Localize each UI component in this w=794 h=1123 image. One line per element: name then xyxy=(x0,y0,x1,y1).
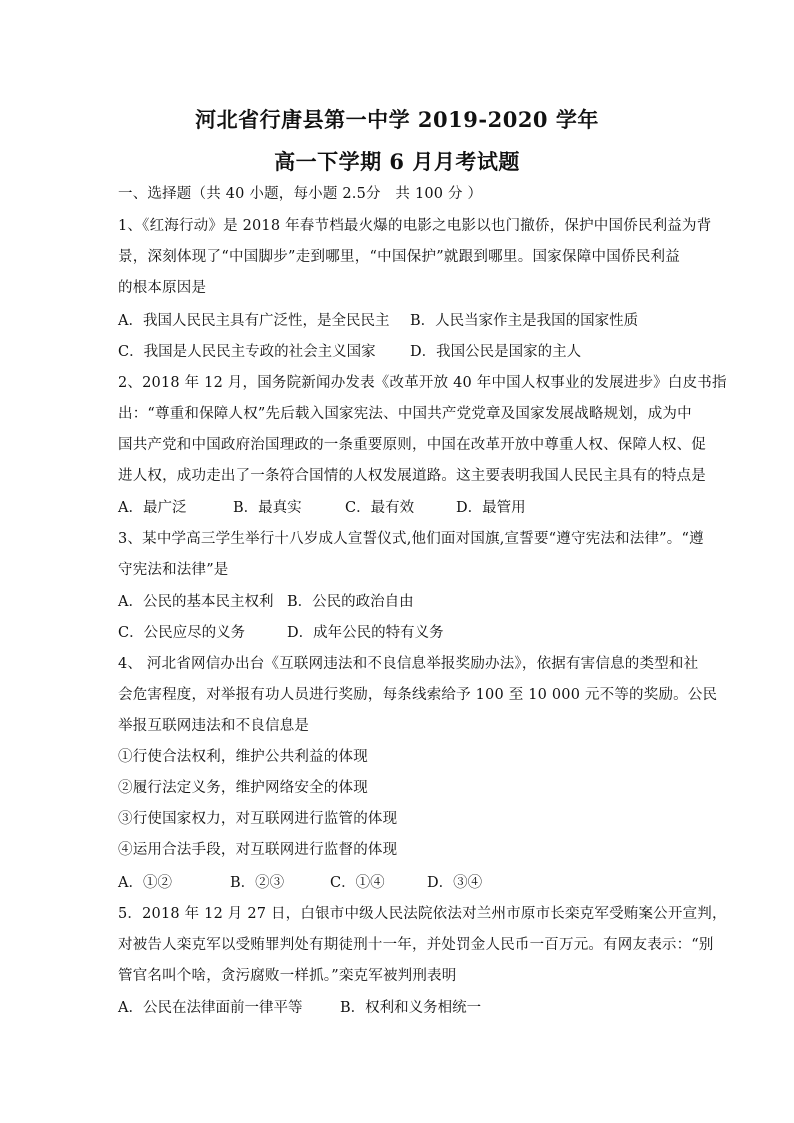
question-4-item-2: ②履行法定义务，维护网络安全的体现 xyxy=(118,780,368,796)
question-2-line-2: 出：“尊重和保障人权”先后载入国家宪法、中国共产党党章及国家发展战略规划，成为中 xyxy=(118,406,692,422)
question-1-option-d: D．我国公民是国家的主人 xyxy=(410,344,582,360)
question-1-option-a: A．我国人民民主具有广泛性，是全民民主 xyxy=(118,313,390,329)
exam-title-line1: 河北省行唐县第一中学 2019-2020 学年 xyxy=(195,107,599,132)
question-4-line-1: 4、 河北省网信办出台《互联网违法和不良信息举报奖励办法》，依据有害信息的类型和社 xyxy=(118,656,699,672)
question-3-option-c: C．公民应尽的义务 xyxy=(118,625,246,641)
question-4-option-c: C．①④ xyxy=(330,875,385,891)
question-3-option-d: D．成年公民的特有义务 xyxy=(287,625,444,641)
question-5-line-2: 对被告人栾克军以受贿罪判处有期徒刑十一年，并处罚金人民币一百万元。有网友表示：“别 xyxy=(118,937,714,953)
exam-title-line2: 高一下学期 6 月月考试题 xyxy=(274,149,520,174)
question-4-option-a: A．①② xyxy=(118,875,172,891)
question-4-item-3: ③行使国家权力，对互联网进行监管的体现 xyxy=(118,811,398,827)
question-1-line-3: 的根本原因是 xyxy=(118,280,207,296)
question-5-option-b: B．权利和义务相统一 xyxy=(340,1000,482,1016)
question-4-line-2: 会危害程度，对举报有功人员进行奖励，每条线索给予 100 至 10 000 元不等的奖励。公民 xyxy=(118,687,718,703)
question-1-option-b: B．人民当家作主是我国的国家性质 xyxy=(410,313,639,329)
question-2-line-4: 进人权，成功走出了一条符合国情的人权发展道路。这主要表明我国人民民主具有的特点是 xyxy=(118,468,706,484)
question-3-option-a: A．公民的基本民主权利 xyxy=(118,594,274,610)
question-4-option-b: B．②③ xyxy=(230,875,285,891)
question-4-item-1: ①行使合法权利，维护公共利益的体现 xyxy=(118,749,368,765)
question-2-option-c: C．最有效 xyxy=(345,500,415,516)
question-5-line-3: 管官名叫个啥，贪污腐败一样抓。”栾克军被判刑表明 xyxy=(118,968,457,984)
question-1-option-c: C．我国是人民民主专政的社会主义国家 xyxy=(118,344,376,360)
question-2-option-d: D．最管用 xyxy=(456,500,526,516)
question-3-line-2: 守宪法和法律”是 xyxy=(118,562,229,578)
question-2-line-3: 国共产党和中国政府治国理政的一条重要原则，中国在改革开放中尊重人权、保障人权、促 xyxy=(118,437,706,453)
question-5-option-a: A．公民在法律面前一律平等 xyxy=(118,1000,303,1016)
question-2-option-a: A．最广泛 xyxy=(118,500,187,516)
question-1-line-1: 1、《红海行动》是 2018 年春节档最火爆的电影之电影以也门撤侨，保护中国侨民利益为背 xyxy=(118,218,712,234)
question-1-line-2: 景，深刻体现了“中国脚步”走到哪里，“中国保护”就跟到哪里。国家保障中国侨民利益 xyxy=(118,249,680,265)
question-5-line-1: 5．2018 年 12 月 27 日，白银市中级人民法院依法对兰州市原市长栾克军受贿案公开宣判， xyxy=(118,906,727,922)
question-4-option-d: D．③④ xyxy=(427,875,483,891)
question-2-line-1: 2、2018 年 12 月，国务院新闻办发表《改革开放 40 年中国人权事业的发展进步》白皮书指 xyxy=(118,375,727,391)
question-3-line-1: 3、某中学高三学生举行十八岁成人宣誓仪式,他们面对国旗,宣誓要“遵守宪法和法律”。“遵 xyxy=(118,531,704,547)
question-2-option-b: B．最真实 xyxy=(233,500,302,516)
question-3-option-b: B．公民的政治自由 xyxy=(287,594,414,610)
question-4-line-3: 举报互联网违法和不良信息是 xyxy=(118,718,310,734)
question-4-item-4: ④运用合法手段，对互联网进行监督的体现 xyxy=(118,842,398,858)
section-heading: 一、选择题（共 40 小题，每小题 2.5分 共 100 分 ） xyxy=(118,186,483,202)
